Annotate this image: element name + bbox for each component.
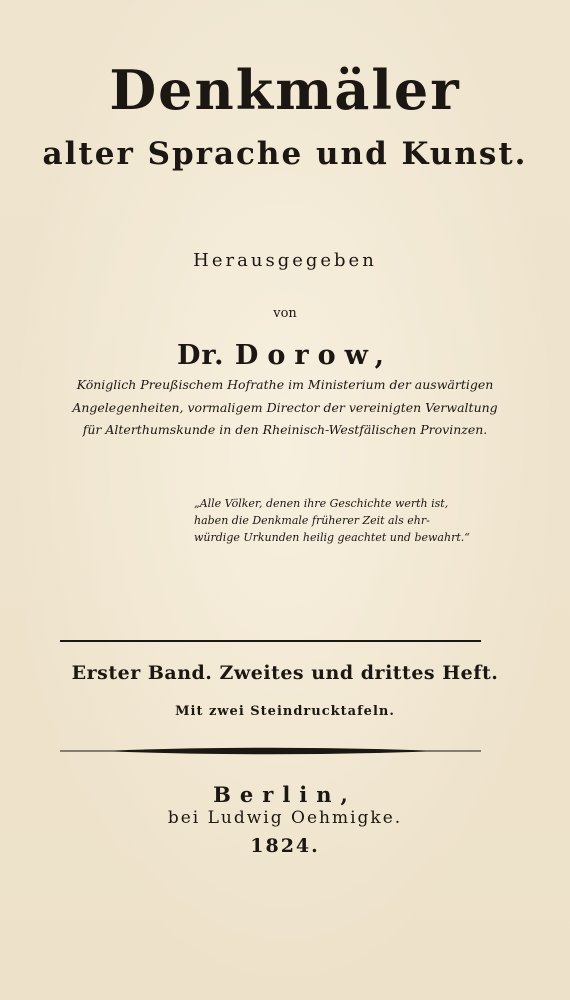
author-prefix: Dr. (176, 340, 225, 371)
editor-label: Herausgegeben (193, 250, 377, 271)
epigraph-line: haben die Denkmale früherer Zeit als ehr- (194, 514, 430, 527)
publication-year: 1824. (250, 835, 320, 857)
book-title: Denkmäler (109, 58, 461, 122)
affiliation-line: Königlich Preußischem Hofrathe im Ministerium der auswärtigen (76, 377, 494, 392)
author-line (0, 340, 570, 371)
by-label: von (273, 306, 297, 321)
affiliation-line: für Alterthumskunde in den Rheinisch-Westfälischen Provinzen. (82, 422, 488, 437)
divider-rule (60, 640, 481, 642)
ornamental-rule (60, 744, 481, 758)
epigraph-line: „Alle Völker, denen ihre Geschichte werth ist, (194, 497, 449, 510)
affiliation-line: Angelegenheiten, vormaligem Director der vereinigten Verwaltung (72, 400, 498, 415)
plates-info: Mit zwei Steindrucktafeln. (175, 704, 395, 719)
publication-city: Berlin, (213, 782, 357, 807)
author-name: Dorow, (234, 340, 394, 371)
epigraph-line: würdige Urkunden heilig geachtet und bewahrt.“ (194, 531, 470, 544)
publisher: bei Ludwig Oehmigke. (167, 808, 403, 828)
book-subtitle: alter Sprache und Kunst. (42, 136, 528, 172)
volume-info: Erster Band. Zweites und drittes Heft. (71, 662, 499, 684)
